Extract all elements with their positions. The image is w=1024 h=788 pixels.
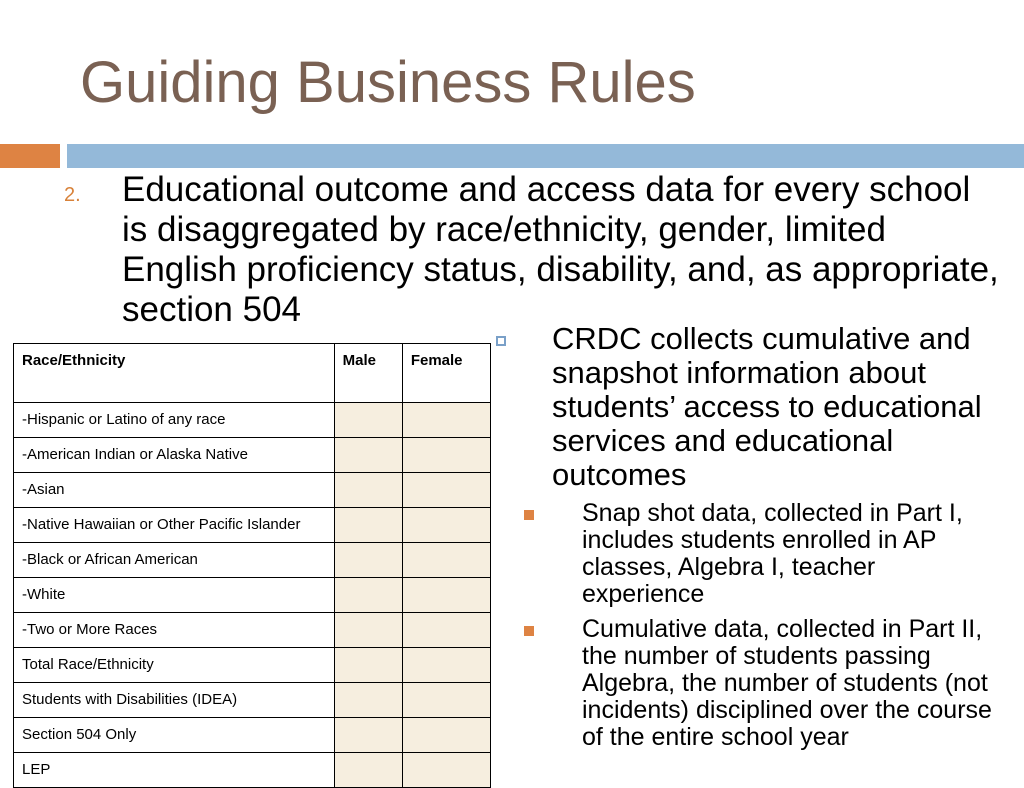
row-label: LEP [14, 753, 335, 788]
row-label: -White [14, 578, 335, 613]
sub-bullet [524, 500, 1004, 608]
male-cell [334, 473, 402, 508]
table-row [14, 578, 491, 613]
table-header-row [14, 344, 491, 403]
table-row [14, 438, 491, 473]
male-cell [334, 753, 402, 788]
table-row [14, 403, 491, 438]
male-cell [334, 683, 402, 718]
numbered-item-marker: 2. [64, 184, 81, 206]
row-label: -Native Hawaiian or Other Pacific Islander [14, 508, 335, 543]
orange-accent-bar [0, 144, 60, 168]
square-bullet-icon [524, 510, 534, 520]
main-bullet [494, 322, 1004, 492]
header-female: Female [402, 344, 490, 403]
female-cell [402, 718, 490, 753]
female-cell [402, 473, 490, 508]
female-cell [402, 403, 490, 438]
table-row [14, 648, 491, 683]
row-label: -Hispanic or Latino of any race [14, 403, 335, 438]
square-bullet-icon [524, 626, 534, 636]
slide-title: Guiding Business Rules [80, 50, 696, 115]
row-label: Section 504 Only [14, 718, 335, 753]
table-row [14, 718, 491, 753]
male-cell [334, 648, 402, 683]
table-row [14, 508, 491, 543]
sub-bullet [524, 616, 1004, 751]
female-cell [402, 543, 490, 578]
male-cell [334, 578, 402, 613]
female-cell [402, 648, 490, 683]
female-cell [402, 613, 490, 648]
male-cell [334, 718, 402, 753]
male-cell [334, 508, 402, 543]
sub-bullet-text: Cumulative data, collected in Part II, the number of students passing Algebra, the number of students (not incidents) disciplined over the course of the entire school year [582, 615, 992, 751]
male-cell [334, 438, 402, 473]
main-bullet-text: CRDC collects cumulative and snapshot information about students’ access to educational services and educational outcomes [552, 321, 982, 492]
row-label: Students with Disabilities (IDEA) [14, 683, 335, 718]
table-row [14, 543, 491, 578]
female-cell [402, 683, 490, 718]
table-row [14, 753, 491, 788]
row-label: -American Indian or Alaska Native [14, 438, 335, 473]
row-label: Total Race/Ethnicity [14, 648, 335, 683]
race-ethnicity-table [13, 343, 491, 788]
table-row [14, 613, 491, 648]
row-label: -Black or African American [14, 543, 335, 578]
table-row [14, 473, 491, 508]
blue-accent-bar [67, 144, 1024, 168]
sub-bullet-text: Snap shot data, collected in Part I, includes students enrolled in AP classes, Algebra I, teacher experience [582, 499, 963, 608]
row-label: -Asian [14, 473, 335, 508]
female-cell [402, 438, 490, 473]
female-cell [402, 578, 490, 613]
male-cell [334, 543, 402, 578]
table-row [14, 683, 491, 718]
numbered-item-text: Educational outcome and access data for every school is disaggregated by race/ethnicity, gender, limited English proficiency status, disability, and, as appropriate, section 504 [122, 170, 999, 329]
hollow-square-bullet-icon [496, 336, 506, 346]
male-cell [334, 613, 402, 648]
header-male: Male [334, 344, 402, 403]
bullet-list [494, 322, 1004, 751]
female-cell [402, 753, 490, 788]
female-cell [402, 508, 490, 543]
row-label: -Two or More Races [14, 613, 335, 648]
male-cell [334, 403, 402, 438]
header-race-ethnicity: Race/Ethnicity [14, 344, 335, 403]
